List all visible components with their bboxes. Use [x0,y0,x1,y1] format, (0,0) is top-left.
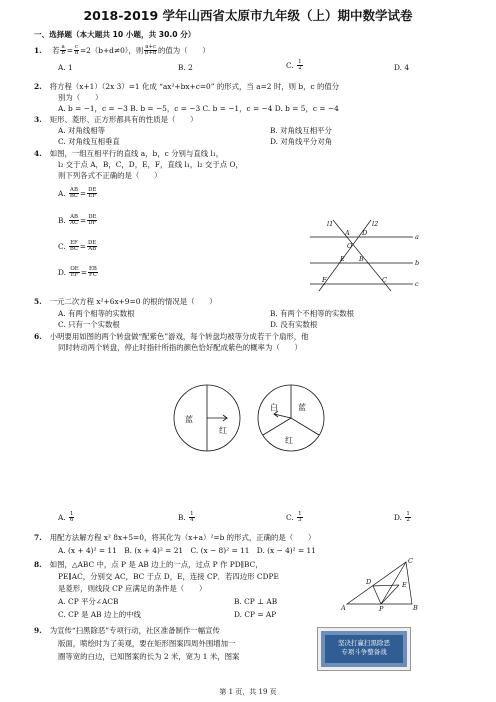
label-c: c [415,280,419,288]
label-B: B [413,604,418,612]
banner-text: 专项斗争整备战 [341,648,387,657]
spinner-figure [165,358,340,510]
label-C: C [408,557,413,565]
fraction: $\frac{1}{2}$ [298,59,302,72]
option-b: B. $\frac{1}{4}$ [178,511,194,524]
q9-text: 圈等宽的白边，已知图案的长为 2 米，宽为 1 米，图案 [58,652,240,661]
q2-options: A. b = −1，c = −3 B. b = −5，c = −3 C. b = −1，c = −4 D. b = 5，c = −4 [58,104,339,113]
label-D: D [362,229,368,237]
option-a: A. 对角线相等 [58,126,105,135]
q8-text: 如图，△ABC 中，点 P 是 AB 边上的一点，过点 P 作 PD∥BC， [49,560,263,569]
banner-text: 坚决打赢扫黑除恶 [338,639,390,647]
question-5 [34,297,217,306]
question-number: 3. [34,115,42,124]
sector-label: 红 [285,436,293,445]
q6-text: 小明要用如图的两个转盘做“配紫色”游戏，每个转盘均被等分成若干个扇形，他 [49,332,309,341]
fraction: $\frac{c}{d}$ [74,44,79,57]
q5-text: 一元二次方程 x²+6x+9=0 的根的情况是（ ） [49,297,217,306]
pointer-2 [274,411,291,418]
q7-text: 用配方法解方程 x² 8x+5=0，将其化为（x+a）²=b 的形式，正确的是（ ） [49,533,316,542]
question-number: 2. [34,82,42,91]
question-4 [34,149,223,158]
label-D: D [366,578,372,586]
option-d: D. 没有实数根 [270,320,318,329]
sector-label: 白 [270,403,278,412]
label-a: a [415,233,419,241]
label-P: P [379,605,384,612]
q1-text: = [66,45,73,55]
q1-text: =2（b+d≠0），则 [79,45,144,55]
q8-text: 是菱形，则线段 CP 应满足的条件是（ ） [58,584,207,593]
question-6 [34,332,309,341]
segment-pd [373,586,381,604]
label-A: A [341,604,346,612]
parallel-lines-figure [305,218,420,293]
label-b: b [415,259,420,267]
label-E: E [402,581,407,589]
option-b: B. 有两个不相等的实数根 [270,309,355,318]
q7-options: A. (x + 4)² = 11 B. (x + 4)² = 21 C. (x − 8)² = 11 D. (x − 4)² = 11 [58,546,316,555]
option-b: B. $\frac{AB}{AC}$ = $\frac{DE}{DF}$ [58,214,97,227]
pointer-1 [207,415,227,421]
banner-panel [325,635,403,663]
option-a: A. CP 平分∠ACB [58,597,119,606]
question-number: 9. [34,626,42,635]
option-a: A. $\frac{1}{6}$ [58,511,74,524]
question-number: 8. [34,560,42,569]
option-a: A. 1 [58,63,73,72]
question-number: 4. [34,149,42,158]
sector-label: 蓝 [185,415,193,424]
q3-text: 矩形、菱形、正方形都具有的性质是（ ） [49,115,198,124]
label-l1: l1 [327,220,334,228]
q1-text: 的值为（ ） [158,45,210,55]
label-B: B [359,255,364,263]
label-O: O [347,242,353,250]
option-c: C. 对角线互相垂直 [58,137,120,146]
segment-de [373,585,399,586]
question-8 [34,560,263,569]
q9-text: 版面，喷绘时为了美观，要在矩形图案四周外围增加一 [58,639,236,648]
option-d: D. CP = AP [234,610,277,619]
label-F: F [322,276,327,284]
q2-text: 别为（ ） [58,93,103,102]
q2-text: 将方程（x+1）（2x 3）=1 化成 “ax²+bx+c=0” 的形式，当 a=2 时，则 b，c 的值分 [49,82,340,91]
section-heading: 一、选择题（本大题共 10 小题，共 30.0 分） [34,30,196,39]
option-b: B. 2 [178,63,193,72]
q4-text: 如图，一组互相平行的直线 a，b，c 分别与直线 l₁， [49,149,224,158]
label-E: E [340,255,345,263]
question-number: 1. [34,45,42,55]
question-7 [34,533,315,542]
question-2 [34,82,339,91]
segment-pe [381,585,399,604]
question-number: 6. [34,332,42,341]
page-title: 2018-2019 学年山西省太原市九年级（上）期中数学试卷 [83,8,413,23]
q1-text: 若 [52,45,60,55]
q4-text: 则下列各式不正确的是（ ） [58,171,162,180]
question-number: 7. [34,533,42,542]
option-d: D. 对角线平分对角 [270,137,333,146]
label-l2: l2 [372,220,379,228]
option-d: D. 4 [394,63,410,72]
banner-image [318,628,410,670]
fraction: $\frac{a}{b}$ [61,44,65,57]
page-footer: 第 1 页，共 19 页 [219,688,277,696]
fraction: $\frac{a+c}{b+d}$ [144,44,157,57]
option-c: C. 只有一个实数根 [58,320,120,329]
question-1 [34,45,210,57]
q9-text: 为宣传“扫黑除恶”专项行动，社区准备制作一幅宣传 [49,626,220,635]
option-d: D. $\frac{OE}{EF}$ = $\frac{EB}{FC}$ [58,266,97,279]
question-number: 5. [34,297,42,306]
option-b: B. CP ⊥ AB [234,597,278,606]
option-b: B. 对角线互相平分 [270,126,332,135]
label-C: C [382,276,387,284]
option-c: C. $\frac{EF}{BC}$ = $\frac{DE}{AB}$ [58,240,97,253]
sector-label: 红 [219,426,227,435]
question-9 [34,626,220,635]
label-A: A [345,229,350,237]
q6-text: 同时转动两个转盘，停止时指针所指的颜色恰好配成紫色的概率为（ ） [58,343,302,352]
option-c: C. CP 是 AB 边上的中线 [58,610,141,619]
option-c: C. $\frac{1}{2}$ [286,59,302,72]
q4-text: l₂ 交于点 A，B，C，D，E，F，直线 l₁，l₂ 交于点 O， [58,160,243,169]
triangle-figure [340,556,420,612]
option-a: A. $\frac{AB}{BC}$ = $\frac{DE}{EF}$ [58,187,97,200]
option-d: D. $\frac{1}{2}$ [394,511,410,524]
option-c: C. $\frac{1}{3}$ [286,511,302,524]
option-a: A. 有两个相等的实数根 [58,309,135,318]
q8-text: PE∥AC，分别交 AC，BC 于点 D，E，连接 CP．若四边形 CDPE [58,572,279,581]
question-3 [34,115,198,124]
sector-label: 蓝 [298,403,306,412]
